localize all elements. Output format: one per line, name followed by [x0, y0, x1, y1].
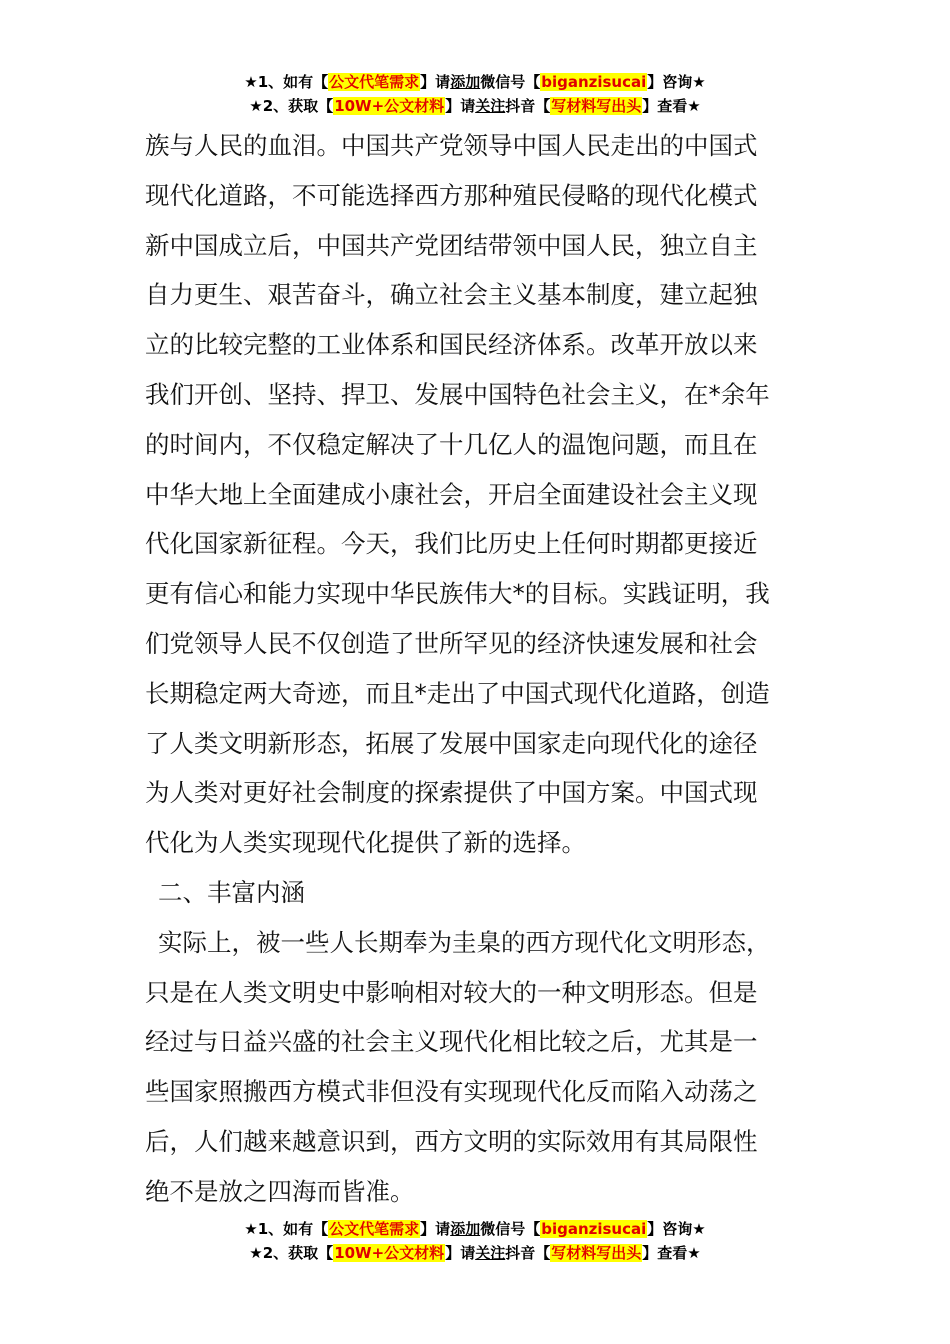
banner-text: 微信号【 [480, 73, 541, 91]
douyin-id: 写材料写出头 [551, 97, 642, 115]
banner-text: 】咨询★ [647, 73, 706, 91]
banner-text: 】请 [445, 1244, 476, 1262]
paragraph-line: 族与人民的血泪。中国共产党领导中国人民走出的中国式 [145, 131, 758, 160]
paragraph-line: 实际上，被一些人长期奉为圭臬的西方现代化文明形态， [158, 927, 771, 957]
underlined-text: 添加 [450, 73, 481, 91]
banner-text: 】查看★ [642, 1244, 701, 1262]
paragraph-line: 绝不是放之四海而皆准。 [145, 1176, 415, 1206]
paragraph-line: 我们开创、坚持、捍卫、发展中国特色社会主义，在*余年 [145, 379, 770, 409]
banner-text: ★2、获取【 [249, 1244, 334, 1262]
banner-text: 】请 [445, 97, 476, 115]
paragraph-line: 立的比较完整的工业体系和国民经济体系。改革开放以来 [145, 330, 758, 360]
banner-text: 微信号【 [480, 1220, 541, 1238]
highlight-text: 公文代笔需求 [329, 73, 420, 91]
wechat-id: biganzisucai [541, 1220, 647, 1238]
paragraph-line: 新中国成立后，中国共产党团结带领中国人民，独立自主 [145, 230, 758, 260]
banner-text: ★2、获取【 [249, 97, 334, 115]
banner-text: ★1、如有【 [244, 1220, 329, 1238]
highlight-text: 公文代笔需求 [329, 1220, 420, 1238]
paragraph-line: 后，人们越来越意识到，西方文明的实际效用有其局限性 [145, 1126, 758, 1156]
banner-line-1 [0, 70, 950, 94]
highlight-text: 10W+公文材料 [334, 97, 445, 115]
underlined-text: 关注 [475, 1244, 506, 1262]
paragraph-line: 代化为人类实现现代化提供了新的选择。 [145, 828, 586, 858]
footer-banner [0, 1217, 950, 1265]
paragraph-line: 自力更生、艰苦奋斗，确立社会主义基本制度，建立起独 [145, 280, 758, 310]
header-banner [0, 70, 950, 118]
banner-text: 】请 [420, 73, 451, 91]
banner-text: 】咨询★ [647, 1220, 706, 1238]
paragraph-line: 中华大地上全面建成小康社会，开启全面建设社会主义现 [145, 479, 758, 509]
banner-text: 】请 [420, 1220, 451, 1238]
paragraph-line: 长期稳定两大奇迹，而且*走出了中国式现代化道路，创造 [145, 678, 770, 708]
paragraph-line: 代化国家新征程。今天，我们比历史上任何时期都更接近 [145, 529, 758, 559]
banner-text: 抖音【 [505, 1244, 551, 1262]
paragraph-line: 的时间内，不仅稳定解决了十几亿人的温饱问题，而且在 [145, 429, 758, 459]
banner-text: 】查看★ [642, 97, 701, 115]
banner-line-2 [0, 1241, 950, 1265]
wechat-id: biganzisucai [541, 73, 647, 91]
paragraph-line: 经过与日益兴盛的社会主义现代化相比较之后，尤其是一 [145, 1027, 758, 1057]
banner-line-1 [0, 1217, 950, 1241]
paragraph-line: 为人类对更好社会制度的探索提供了中国方案。中国式现 [145, 778, 758, 808]
banner-text: ★1、如有【 [244, 73, 329, 91]
underlined-text: 关注 [475, 97, 506, 115]
paragraph-line: 们党领导人民不仅创造了世所罕见的经济快速发展和社会 [145, 628, 758, 658]
section-heading: 二、丰富内涵 [158, 877, 305, 907]
paragraph-line: 更有信心和能力实现中华民族伟大*的目标。实践证明，我 [145, 579, 770, 609]
paragraph-line: 只是在人类文明史中影响相对较大的一种文明形态。但是 [145, 977, 758, 1007]
banner-line-2 [0, 94, 950, 118]
underlined-text: 添加 [450, 1220, 481, 1238]
douyin-id: 写材料写出头 [551, 1244, 642, 1262]
highlight-text: 10W+公文材料 [334, 1244, 445, 1262]
document-body [145, 121, 825, 1217]
paragraph-line: 些国家照搬西方模式非但没有实现现代化反而陷入动荡之 [145, 1077, 758, 1107]
paragraph-line: 了人类文明新形态，拓展了发展中国家走向现代化的途径 [145, 728, 758, 758]
paragraph-line: 现代化道路，不可能选择西方那种殖民侵略的现代化模式 [145, 180, 758, 210]
banner-text: 抖音【 [505, 97, 551, 115]
